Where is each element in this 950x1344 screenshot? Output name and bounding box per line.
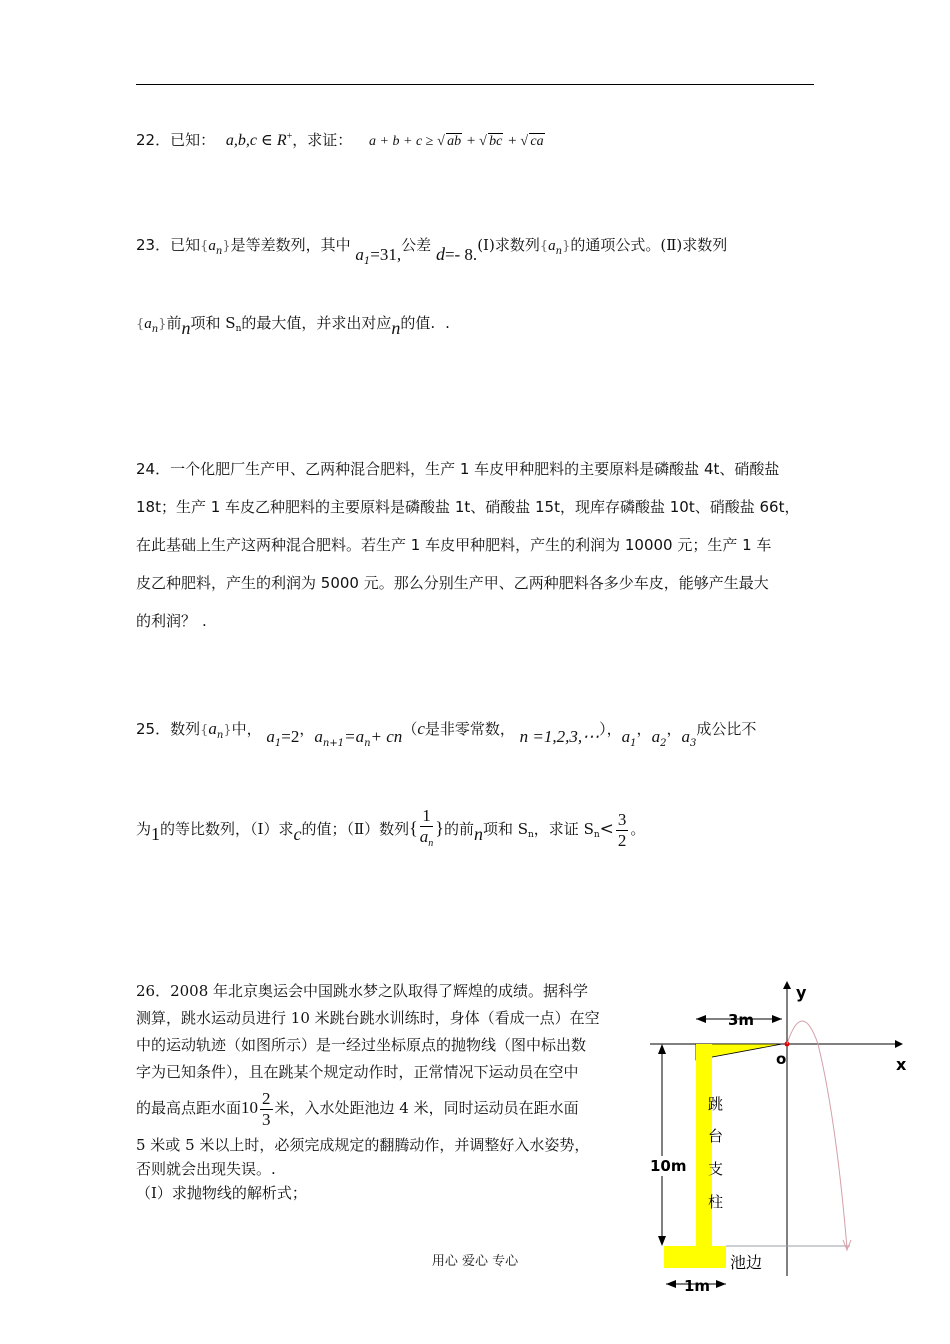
q22-lead: 已知：	[170, 131, 216, 149]
q25-one: 1	[151, 824, 161, 844]
q25-text-1: 数列	[170, 720, 201, 738]
q25-l2-text-1: 为	[136, 820, 152, 838]
trajectory-curve	[787, 1021, 847, 1248]
q26-line-6: 5 米或 5 米以上时，必须完成规定的翻腾动作，并调整好入水姿势，	[136, 1136, 590, 1154]
q25-f2-num: 3	[617, 809, 627, 829]
question-25-line-2: 为1的等比数列，（Ⅰ）求c的值；（Ⅱ）数列{ $\frac{1}{a_n}$ }的前n项和 $S_n$，求证 $S_n<$ $\frac{3}{2}$ 。	[136, 806, 645, 857]
q23-seq-sub: n	[215, 246, 223, 257]
q26-frac-den: 3	[262, 1109, 271, 1129]
pillar-char-3: 支	[708, 1160, 724, 1178]
q24-line-4: 皮乙种肥料，产生的利润为 5000 元。那么分别生产甲、乙两种肥料各多少车皮，能够产生最大	[136, 574, 769, 592]
pillar-char-2: 台	[708, 1127, 724, 1145]
q23-a1: a	[355, 245, 364, 264]
q25-an: =a	[344, 727, 365, 746]
q23-dot: .	[445, 314, 450, 332]
q25-text-2: 中，	[231, 720, 262, 738]
q26-line-7: 否则就会出现失误。.	[136, 1160, 276, 1178]
q25-number: 25．	[136, 720, 171, 738]
q25-seq-sub: n	[216, 730, 224, 741]
q25-frac-den: a	[419, 827, 429, 846]
q22-plus-1: +	[466, 133, 476, 149]
q26-line-5a: 的最高点距水面	[136, 1099, 242, 1117]
q25-seq: a	[208, 719, 217, 738]
q23-a1-sub: 1	[363, 256, 371, 267]
q23-text-4: (Ⅰ)求数列	[477, 236, 540, 254]
q25-a1: a	[266, 727, 275, 746]
q25-f2-den: 2	[617, 830, 627, 850]
q25-an1: a	[314, 727, 323, 746]
q25-sep-2: ，	[666, 720, 682, 738]
q23-a1-val: =31,	[370, 245, 402, 264]
q25-frac-den-sub: n	[428, 838, 434, 849]
q23-n: n	[181, 318, 191, 338]
q25-ga1-sub: 1	[630, 738, 637, 749]
q23-text-2: 是等差数列，其中	[230, 236, 351, 254]
q25-sep-1: ，	[636, 720, 652, 738]
pillar-char-4: 柱	[708, 1193, 724, 1211]
q23-text-8: 的最大值，并求出对应	[241, 314, 392, 332]
q25-ga3: a	[681, 727, 690, 746]
q24-line-5: 的利润？	[136, 612, 197, 630]
q25-l2-text-3: 的值；（Ⅱ）数列	[301, 820, 410, 838]
question-23-line-2: $\{a_n\}$前n项和 $S_n$的最大值，并求出对应n的值. .	[136, 314, 450, 338]
q22-sqrt-bc: √ bc	[488, 133, 503, 149]
q26-line-1: 26．2008 年北京奥运会中国跳水梦之队取得了辉煌的成绩。据科学	[136, 982, 589, 1000]
q25-less-than: <	[599, 819, 614, 839]
q25-an1-sub: n+1	[322, 738, 345, 749]
q25-l2-text-2: 的等比数列，（Ⅰ）求	[160, 820, 294, 838]
q23-seq-3: a	[144, 316, 152, 332]
q22-lhs: a + b + c ≥	[369, 134, 434, 149]
q25-paren-close: ），	[599, 720, 622, 738]
q23-seq: a	[208, 238, 216, 254]
q23-sn-sub: n	[235, 324, 242, 334]
q24-dot: .	[202, 612, 207, 630]
q25-l2-text-5: 项和 S	[482, 820, 528, 838]
q25-fraction	[420, 806, 434, 854]
q23-text-6: 前	[166, 314, 182, 332]
q23-text-1: 已知	[170, 236, 201, 254]
q23-seq-2: a	[548, 238, 556, 254]
q24-line-3: 在此基础上生产这两种混合肥料。若生产 1 车皮甲种肥料，产生的利润为 10000 元；生产 1 车	[136, 536, 772, 554]
pillar-char-1: 跳	[708, 1095, 724, 1113]
question-23-line-1: 23．已知$\{a_n\}$是等差数列，其中 $a_1=31$,公差 d=- 8.(Ⅰ)求数列$\{a_n\}$的通项公式。(Ⅱ)求数列	[136, 236, 728, 267]
q25-ga2-sub: 2	[660, 738, 667, 749]
x-axis-label: x	[896, 1055, 907, 1074]
q22-vars: a,b,c ∈ R	[225, 132, 287, 149]
q25-frac-num: 1	[420, 806, 434, 827]
q23-n-2: n	[391, 318, 401, 338]
q25-ga1: a	[621, 727, 631, 746]
q25-comma-1: ，	[299, 720, 315, 738]
q22-plus-2: +	[508, 133, 517, 149]
pool-edge-label: 池边	[730, 1253, 763, 1272]
base-label: 1m	[684, 1277, 711, 1295]
q25-n-values: n =1,2,3,⋯	[519, 727, 600, 746]
q25-n: n	[473, 824, 483, 844]
q25-sn-sub: n	[528, 830, 534, 840]
q25-c: c	[417, 719, 425, 738]
q25-l2-text-6: ，求证 S	[533, 820, 594, 838]
q25-end: 。	[630, 820, 646, 838]
q25-sn-sub-2: n	[593, 830, 600, 840]
q23-d: d	[435, 244, 445, 264]
width-label: 3m	[728, 1011, 755, 1029]
q22-mid: ，求证：	[292, 131, 353, 149]
q25-text-4: 成公比不	[696, 720, 757, 738]
q25-a1-sub: 1	[274, 738, 282, 749]
q25-cn: + cn	[370, 727, 403, 746]
q25-a1-val: =2	[281, 727, 300, 746]
q25-an-sub: n	[364, 738, 371, 749]
q26-whole: 10	[241, 1098, 259, 1117]
header-rule	[136, 84, 814, 85]
q22-sup: +	[286, 131, 293, 142]
q25-text-3: 是非零常数，	[424, 720, 515, 738]
q26-line-4: 字为已知条件），且在跳某个规定动作时，正常情况下运动员在空中	[136, 1063, 579, 1081]
q23-text-9: 的值.	[400, 314, 436, 332]
q22-sqrt-ab: √ ab	[446, 133, 462, 149]
q26-line-3: 中的运动轨迹（如图所示）是一经过坐标原点的抛物线（图中标出数	[136, 1036, 587, 1054]
q23-number: 23．	[136, 236, 171, 254]
q26-line-8: （Ⅰ）求抛物线的解析式；	[136, 1184, 307, 1202]
q23-seq-3-sub: n	[151, 324, 159, 335]
q23-text-5: 的通项公式。(Ⅱ)求数列	[570, 236, 728, 254]
pillar	[696, 1044, 712, 1246]
q26-fraction	[260, 1089, 273, 1130]
height-label: 10m	[650, 1157, 687, 1175]
q25-fraction-2	[616, 810, 629, 851]
q25-paren-open: （	[402, 720, 418, 738]
q23-text-3: 公差	[401, 236, 432, 254]
q26-frac-num: 2	[262, 1088, 271, 1108]
q24-line-1: 24．一个化肥厂生产甲、乙两种混合肥料，生产 1 车皮甲种肥料的主要原料是磷酸盐 4t、硝酸盐	[136, 460, 780, 478]
q23-d-val: =- 8.	[444, 245, 478, 264]
origin-label: o	[776, 1050, 787, 1068]
q25-c-2: c	[293, 824, 302, 844]
q23-text-7: 项和 S	[190, 314, 236, 332]
q25-l2-text-4: 的前	[443, 820, 474, 838]
q25-ga3-sub: 3	[689, 738, 697, 749]
q25-ga2: a	[651, 727, 661, 746]
page-footer: 用心 爱心 专心	[431, 1254, 519, 1269]
q26-line-5b: 米，入水处距池边 4 米，同时运动员在距水面	[274, 1099, 579, 1117]
y-axis-label: y	[796, 983, 807, 1002]
q22-number: 22．	[136, 131, 171, 149]
question-25-line-1: 25．数列$\{a_n\}$中， $a_1=2$，$a_{n+1}=a_n+ cn(c$是非零常数， n =1,2,3,⋯），$a_1$，$a_2$，$a_3$成公比不	[136, 719, 757, 749]
q26-line-2: 测算，跳水运动员进行 10 米跳台跳水训练时，身体（看成一点）在空	[136, 1009, 600, 1027]
q23-seq-2-sub: n	[555, 246, 563, 257]
q22-sqrt-ca: √ ca	[529, 133, 544, 149]
q24-line-2: 18t；生产 1 车皮乙种肥料的主要原料是磷酸盐 1t、硝酸盐 15t，现库存磷酸盐 10t、硝酸盐 66t，	[136, 498, 800, 516]
question-22	[136, 126, 545, 153]
